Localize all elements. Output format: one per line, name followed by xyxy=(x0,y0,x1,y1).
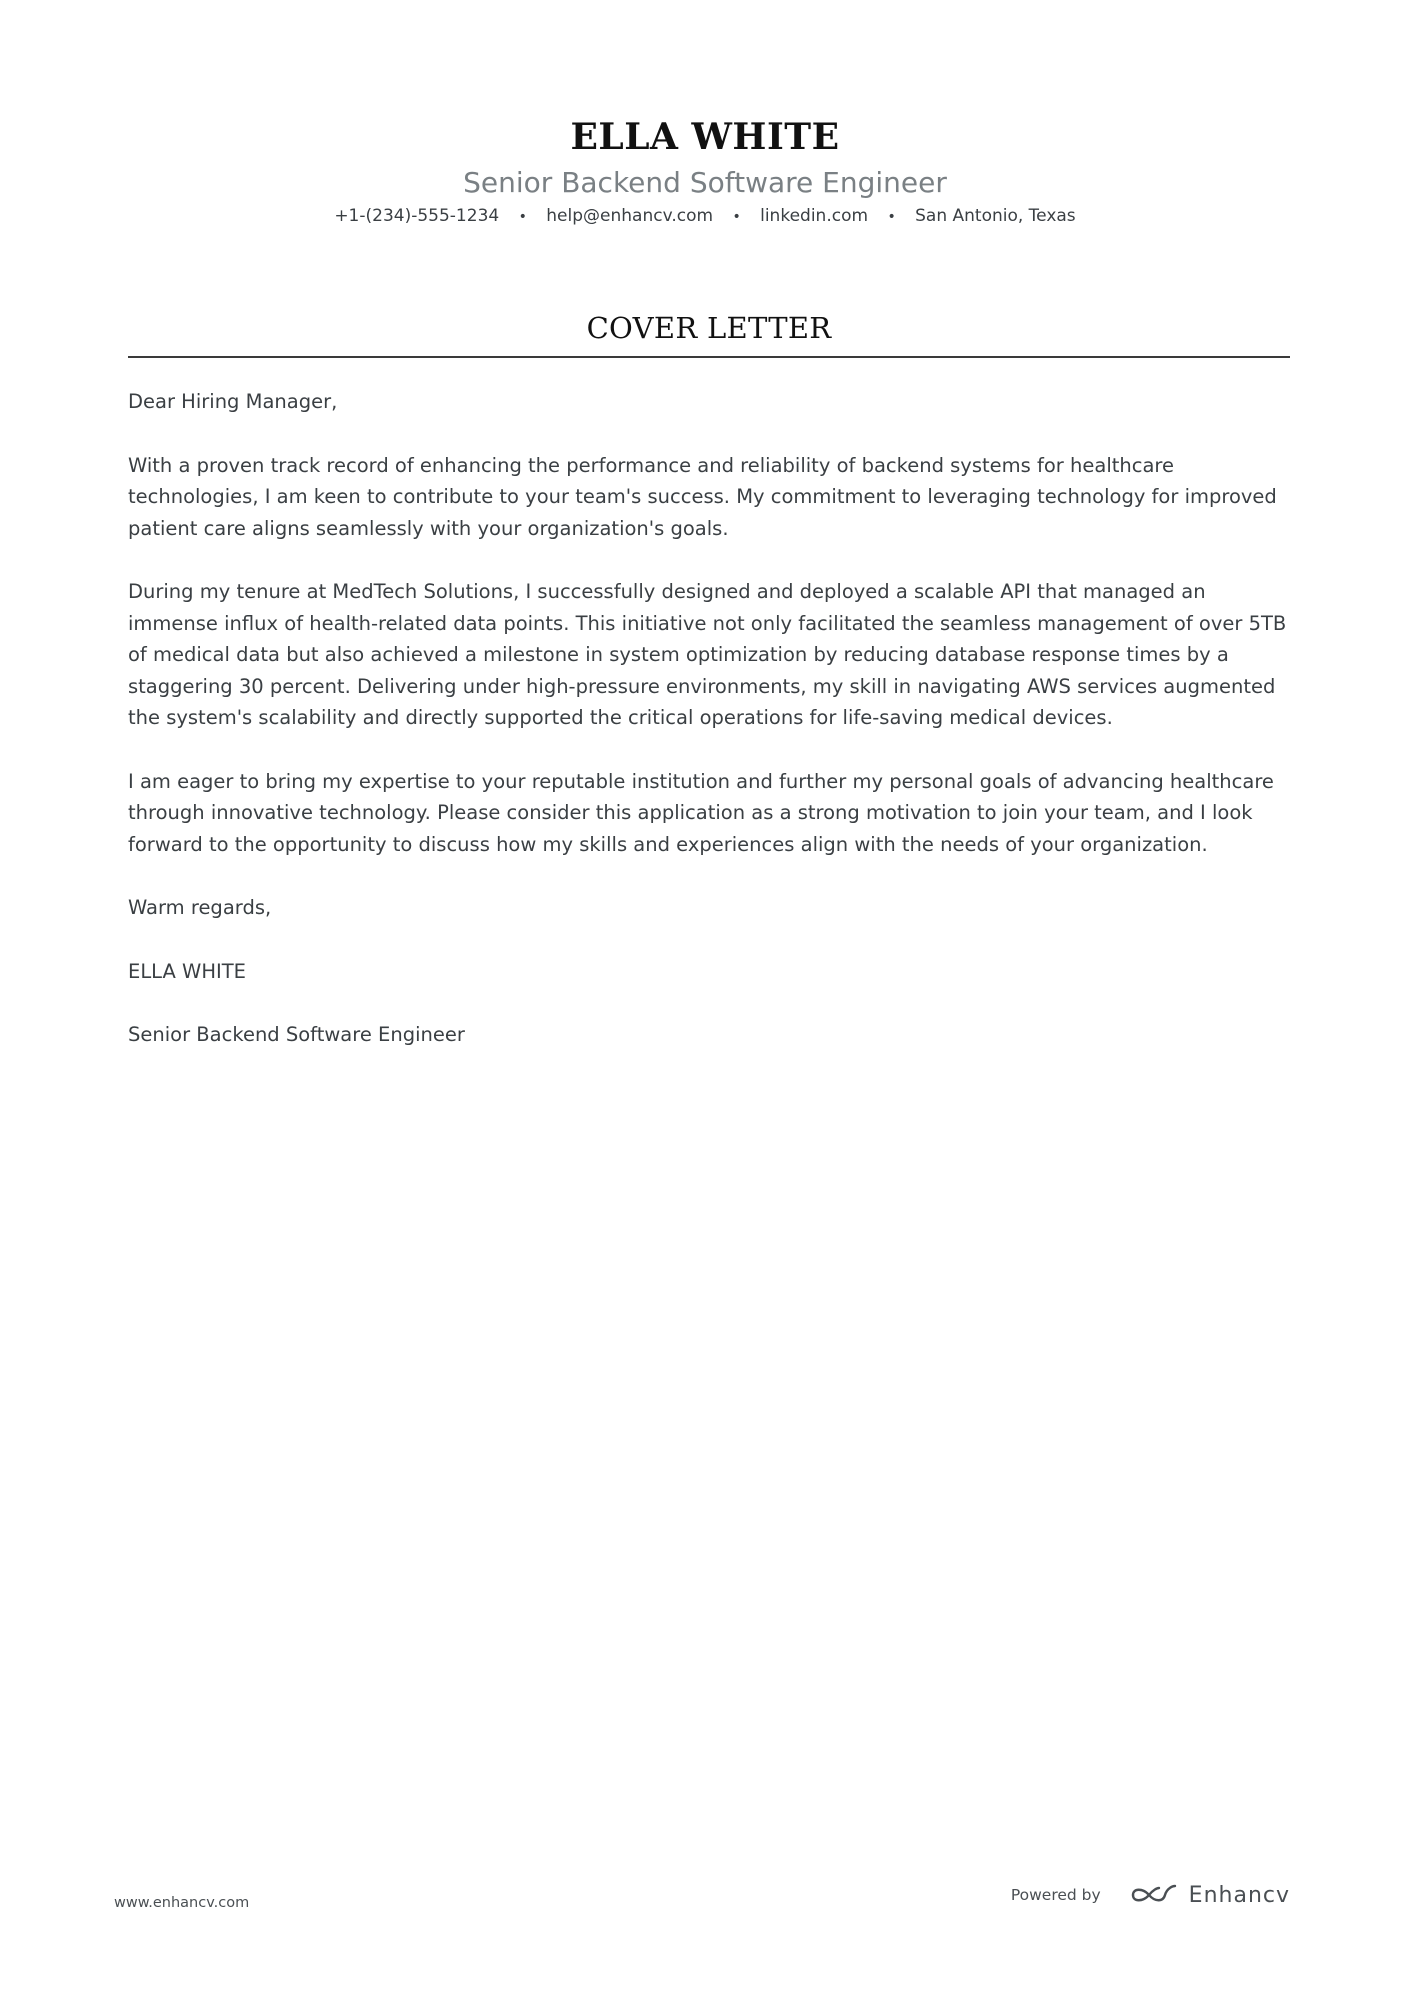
contact-location: San Antonio, Texas xyxy=(915,206,1076,226)
powered-by-label: Powered by xyxy=(1010,1886,1101,1904)
letter-body xyxy=(128,386,1293,1083)
letter-closing: Warm regards, xyxy=(128,896,272,919)
resume-header xyxy=(0,112,1410,229)
section-divider xyxy=(128,356,1290,358)
contact-phone: +1-(234)-555-1234 xyxy=(334,206,500,226)
footer-website: www.enhancv.com xyxy=(114,1895,250,1911)
bullet-separator: • xyxy=(518,209,527,225)
footer-branding xyxy=(1011,1882,1290,1908)
enhancv-logo-icon xyxy=(1129,1882,1177,1908)
letter-paragraph: During my tenure at MedTech Solutions, I successfully designed and deployed a scalable API that managed an immense influx of health-related data points. This initiative not only facilitated the seamless management of over 5TB of medical data but also achieved a milestone in system optimization by reducing database response times by a staggering 30 percent. Delivering under high-pressure environments, my skill in navigating AWS services augmented the system's scalability and directly supported the critical operations for life-saving medical devices. xyxy=(128,580,1287,729)
contact-linkedin: linkedin.com xyxy=(760,206,869,226)
letter-paragraph: With a proven track record of enhancing the performance and reliability of backend systems for healthcare technologies, I am keen to contribute to your team's success. My commitment to leveraging technology for improved patient care aligns seamlessly with your organization's goals. xyxy=(128,453,1277,540)
applicant-name: ELLA WHITE xyxy=(570,116,840,158)
bullet-separator: • xyxy=(887,209,896,225)
letter-paragraph: I am eager to bring my expertise to your reputable institution and further my personal goals of advancing healthcare through innovative technology. Please consider this application as a strong motivation to join your team, and I look forward to the opportunity to discuss how my skills and experiences align with the needs of your organization. xyxy=(128,769,1274,856)
contact-line xyxy=(0,204,1410,229)
brand-name: Enhancv xyxy=(1188,1882,1290,1908)
signature-title: Senior Backend Software Engineer xyxy=(128,1023,465,1046)
contact-email: help@enhancv.com xyxy=(546,206,714,226)
applicant-role: Senior Backend Software Engineer xyxy=(463,166,947,199)
bullet-separator: • xyxy=(732,209,741,225)
letter-greeting: Dear Hiring Manager, xyxy=(128,390,338,413)
section-title: COVER LETTER xyxy=(586,311,832,345)
signature-name: ELLA WHITE xyxy=(128,959,246,983)
